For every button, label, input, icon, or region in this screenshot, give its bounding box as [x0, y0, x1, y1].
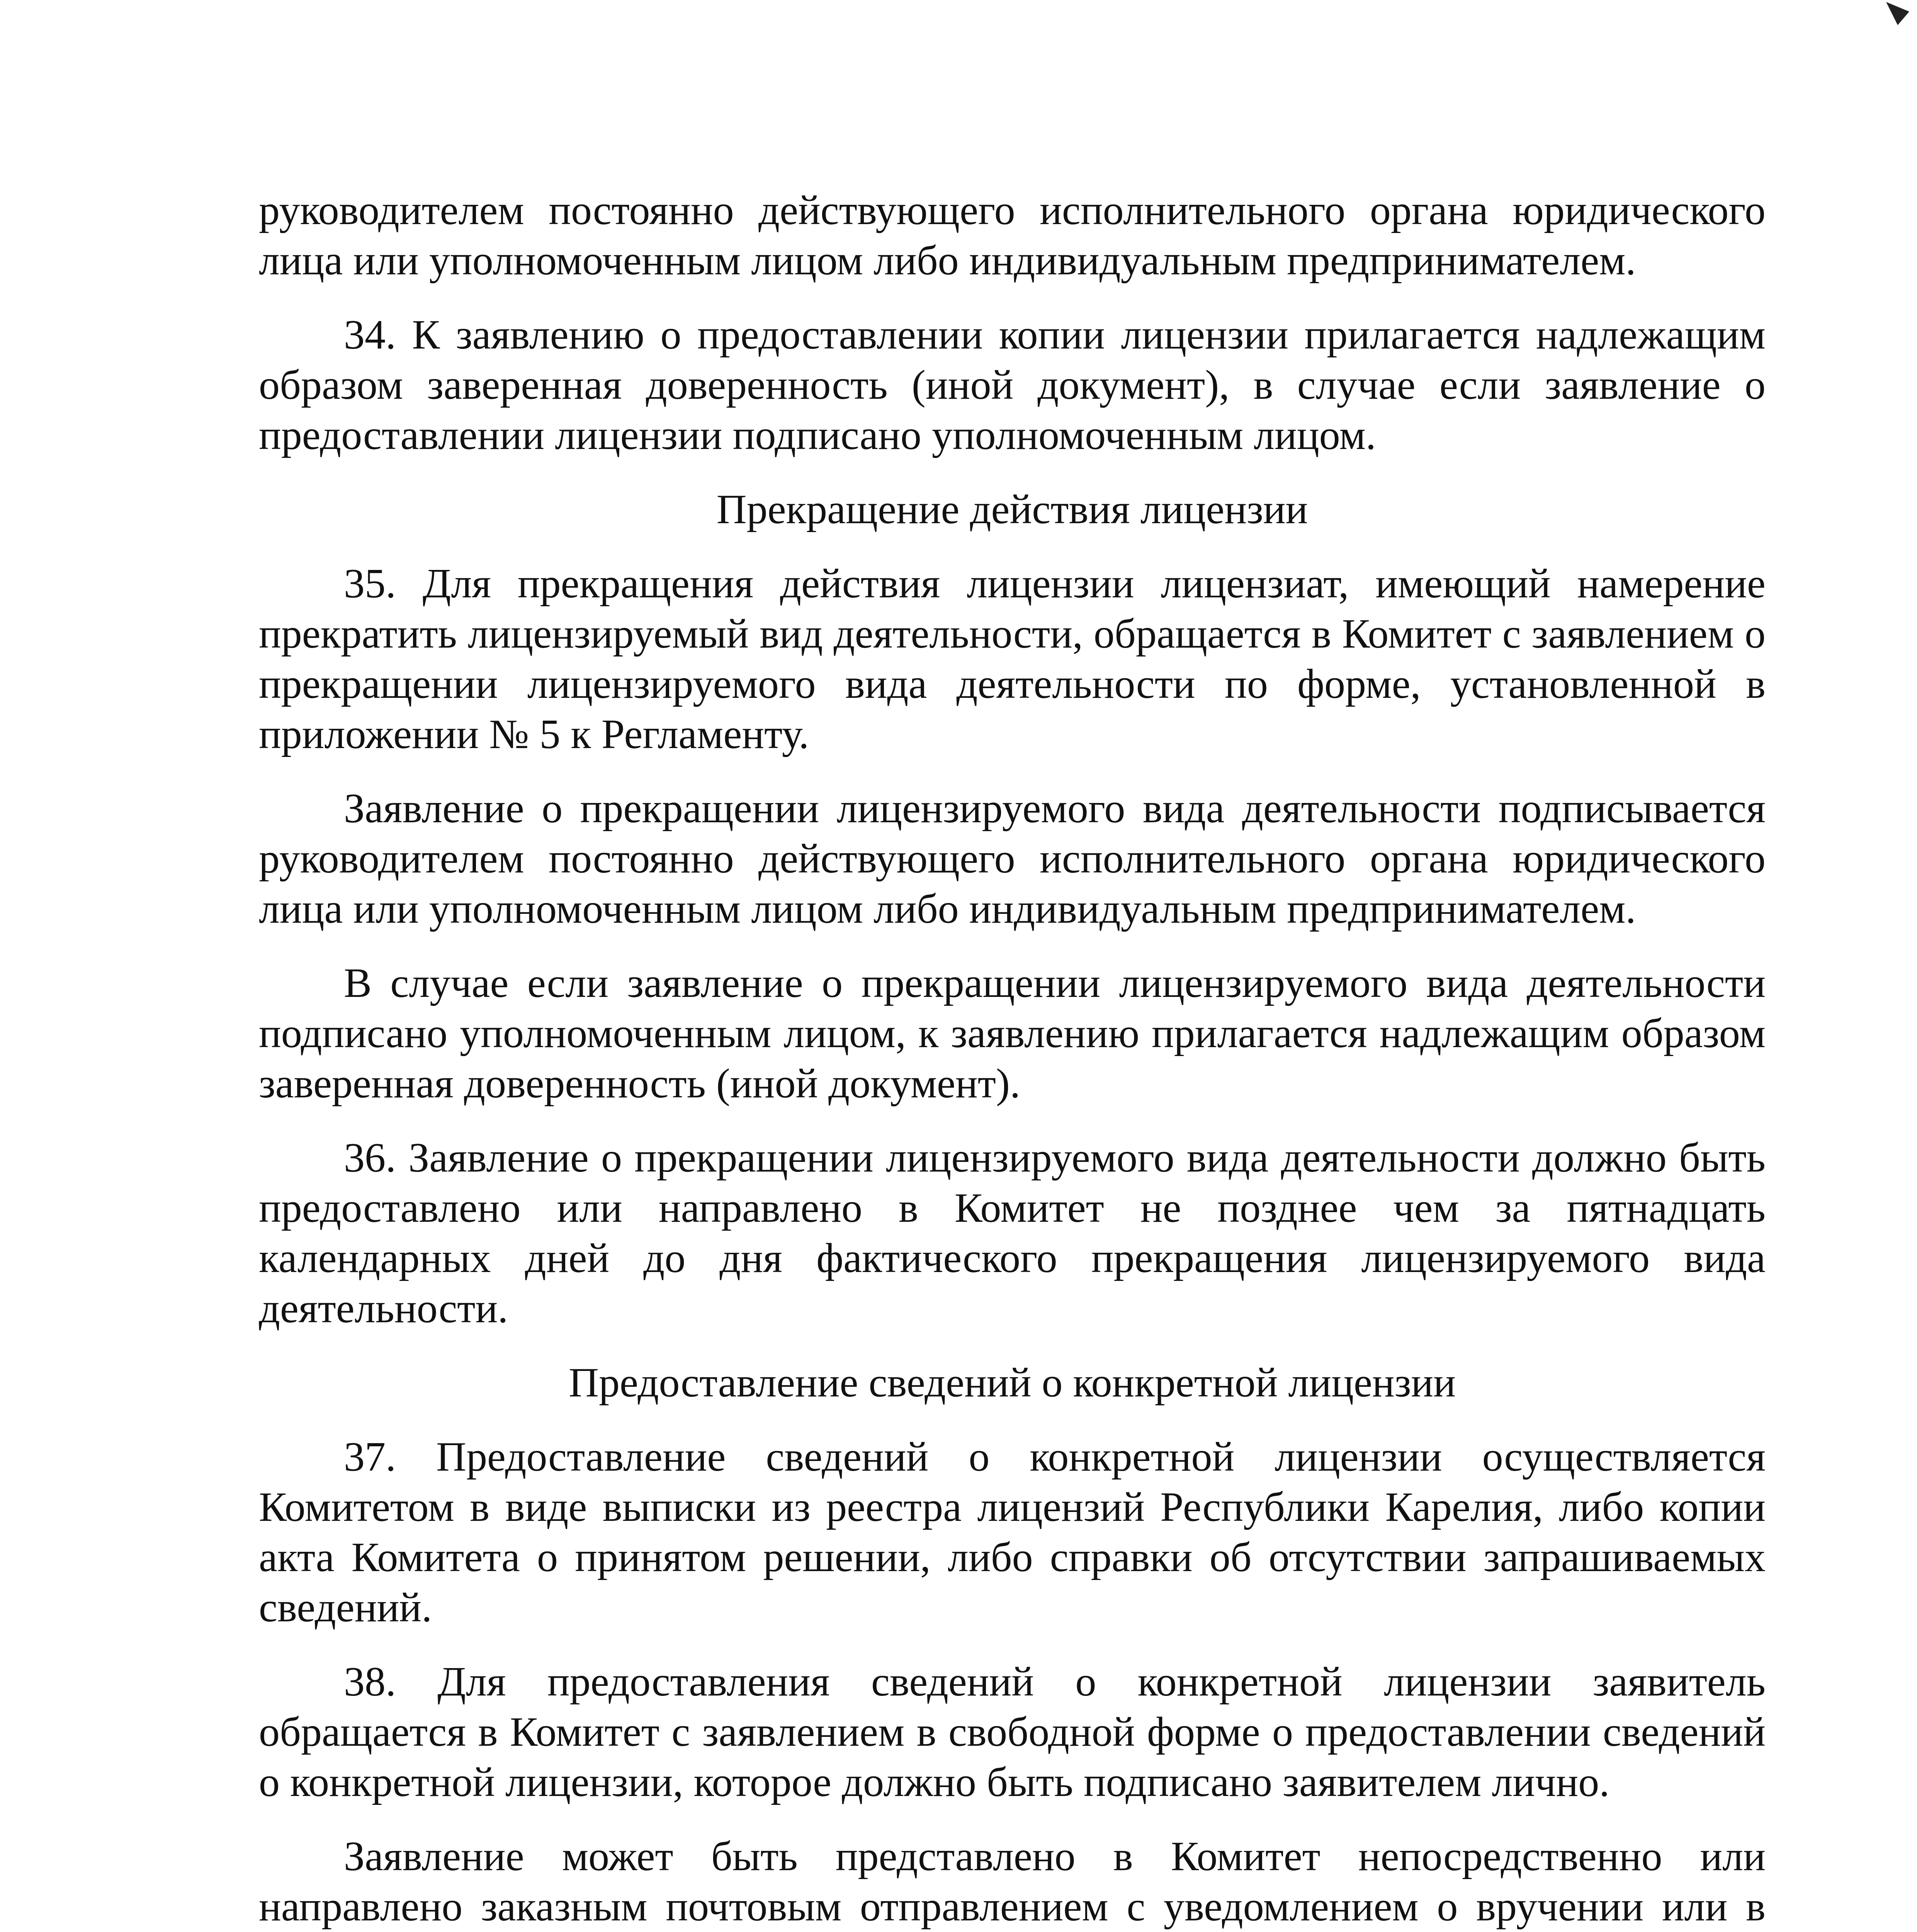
paragraph-continuation: руководителем постоянно действующего исполнительного органа юридического лица или уполномоченным лицом либо индивидуальным предпринимателем.: [259, 187, 1766, 284]
paragraph-34: 34. К заявлению о предоставлении копии лицензии прилагается надлежащим образом заверенная доверенность (иной документ), в случае если заявление о предоставлении лицензии подписано уполномоченным лицом.: [259, 312, 1766, 458]
paragraph-37: 37. Предоставление сведений о конкретной лицензии осуществляется Комитетом в виде выписки из реестра лицензий Республики Карелия, либо копии акта Комитета о принятом решении, либо справки об отсутствии запрашиваемых сведений.: [259, 1434, 1766, 1631]
paragraph-35: 35. Для прекращения действия лицензии лицензиат, имеющий намерение прекратить лицензируемый вид деятельности, обращается в Комитет с заявлением о прекращении лицензируемого вида деятельности по форме, установленной в приложении № 5 к Регламенту.: [259, 561, 1766, 757]
paragraph-35-signature: Заявление о прекращении лицензируемого вида деятельности подписывается руководителем постоянно действующего исполнительного органа юридического лица или уполномоченным лицом либо индивидуальным предпринимателем.: [259, 786, 1766, 932]
section-heading-termination: Прекращение действия лицензии: [716, 486, 1308, 532]
document-body: [259, 185, 1766, 1932]
section-heading-info: Предоставление сведений о конкретной лицензии: [568, 1360, 1456, 1406]
corner-scan-mark: [1882, 0, 1917, 27]
paragraph-38-submission: Заявление может быть представлено в Комитет непосредственно или направлено заказным почтовым отправлением с уведомлением о вручении или в: [259, 1833, 1766, 1930]
paragraph-35-authorized: В случае если заявление о прекращении лицензируемого вида деятельности подписано уполномоченным лицом, к заявлению прилагается надлежащим образом заверенная доверенность (иной документ).: [259, 960, 1766, 1107]
paragraph-36: 36. Заявление о прекращении лицензируемого вида деятельности должно быть предоставлено или направлено в Комитет не позднее чем за пятнадцать календарных дней до дня фактического прекращения лицензируемого вида деятельности.: [259, 1135, 1766, 1332]
paragraph-38: 38. Для предоставления сведений о конкретной лицензии заявитель обращается в Комитет с заявлением в свободной форме о предоставлении сведений о конкретной лицензии, которое должно быть подписано заявителем лично.: [259, 1659, 1766, 1805]
